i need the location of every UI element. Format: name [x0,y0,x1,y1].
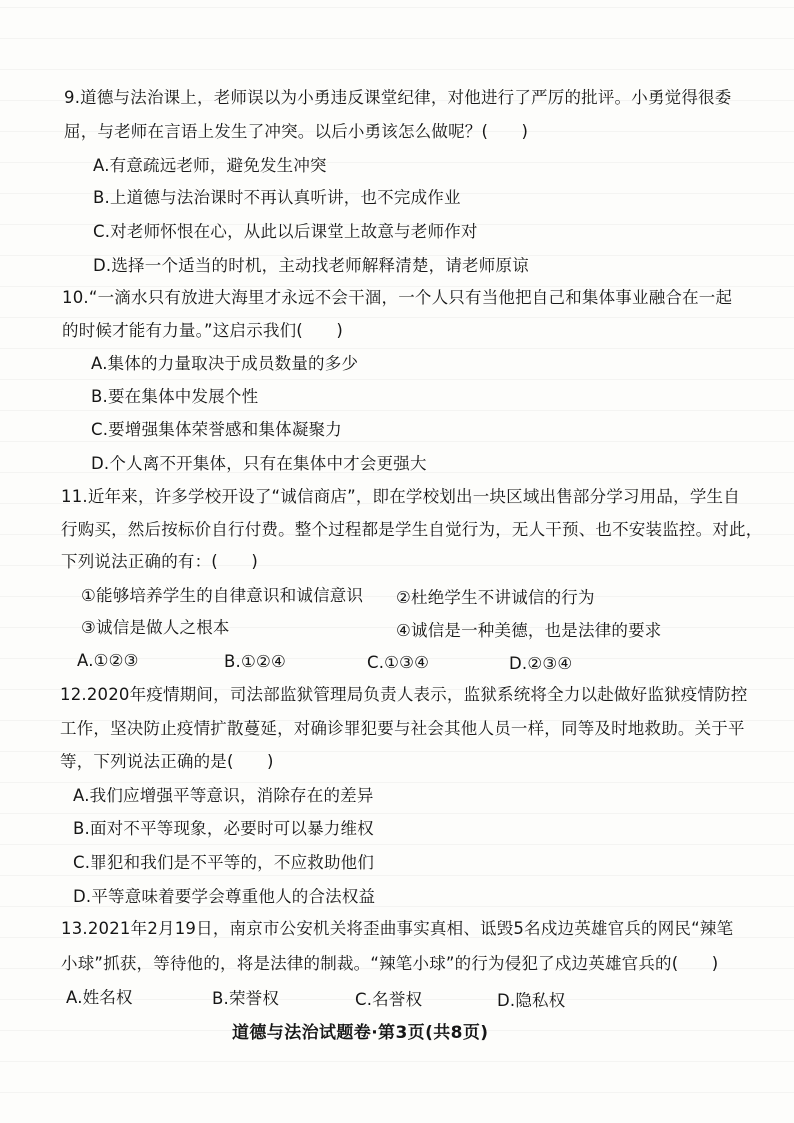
q12-option-c: C.罪犯和我们是不平等的，不应救助他们 [73,853,375,872]
q11-option-b: B.①②④ [224,652,286,671]
q11-stem-line3: 下列说法正确的有：( ) [61,552,258,571]
q13-option-b: B.荣誉权 [212,989,280,1008]
q13-stem-line1: 13.2021年2月19日，南京市公安机关将歪曲事实真相、诋毁5名戍边英雄官兵的网民“辣笔 [61,919,734,938]
q9-stem-line2: 屈，与老师在言语上发生了冲突。以后小勇该怎么做呢？( ) [64,122,529,141]
q9-stem-line1: 9.道德与法治课上，老师误以为小勇违反课堂纪律，对他进行了严厉的批评。小勇觉得很委 [64,88,732,107]
q12-option-b: B.面对不平等现象，必要时可以暴力维权 [73,819,374,838]
q9-option-a: A.有意疏远老师，避免发生冲突 [93,156,327,175]
q10-stem-line1: 10.“一滴水只有放进大海里才永远不会干涸，一个人只有当他把自己和集体事业融合在一起 [62,288,733,307]
q11-statement-4: ④诚信是一种美德，也是法律的要求 [396,621,662,640]
q12-stem-line2: 工作，坚决防止疫情扩散蔓延，对确诊罪犯要与社会其他人员一样，同等及时地救助。关于平 [60,719,745,738]
q11-statement-3: ③诚信是做人之根本 [81,618,230,637]
q11-option-d: D.②③④ [509,654,573,673]
q11-stem-line2: 行购买，然后按标价自行付费。整个过程都是学生自觉行为，无人干预、也不安装监控。对此， [61,520,763,539]
q12-option-a: A.我们应增强平等意识，消除存在的差异 [73,786,374,805]
q9-option-d: D.选择一个适当的时机，主动找老师解释清楚，请老师原谅 [93,256,529,275]
page-footer: 道德与法治试题卷·第3页(共8页) [232,1023,489,1043]
q12-stem-line1: 12.2020年疫情期间，司法部监狱管理局负责人表示，监狱系统将全力以赴做好监狱疫情防控 [60,685,748,704]
q10-stem-line2: 的时候才能有力量。”这启示我们( ) [62,321,343,340]
q13-option-d: D.隐私权 [497,991,566,1010]
q11-option-c: C.①③④ [367,653,430,672]
q13-option-c: C.名誉权 [355,990,423,1009]
q13-option-a: A.姓名权 [66,988,133,1007]
q9-option-c: C.对老师怀恨在心，从此以后课堂上故意与老师作对 [93,222,478,241]
q10-option-a: A.集体的力量取决于成员数量的多少 [91,354,359,373]
q13-stem-line2: 小球”抓获，等待他的，将是法律的制裁。“辣笔小球”的行为侵犯了戍边英雄官兵的( ) [61,954,719,973]
q9-option-b: B.上道德与法治课时不再认真听讲，也不完成作业 [93,188,461,207]
q11-option-a: A.①②③ [77,651,139,670]
q10-option-c: C.要增强集体荣誉感和集体凝聚力 [91,420,342,439]
q11-statement-2: ②杜绝学生不讲诚信的行为 [396,588,595,607]
q11-stem-line1: 11.近年来，许多学校开设了“诚信商店”，即在学校划出一块区域出售部分学习用品，学生自 [61,487,740,506]
q12-option-d: D.平等意味着要学会尊重他人的合法权益 [73,887,376,906]
q10-option-b: B.要在集体中发展个性 [91,387,259,406]
q11-statement-1: ①能够培养学生的自律意识和诚信意识 [81,586,364,605]
q10-option-d: D.个人离不开集体，只有在集体中才会更强大 [91,454,427,473]
q12-stem-line3: 等，下列说法正确的是( ) [60,752,274,771]
